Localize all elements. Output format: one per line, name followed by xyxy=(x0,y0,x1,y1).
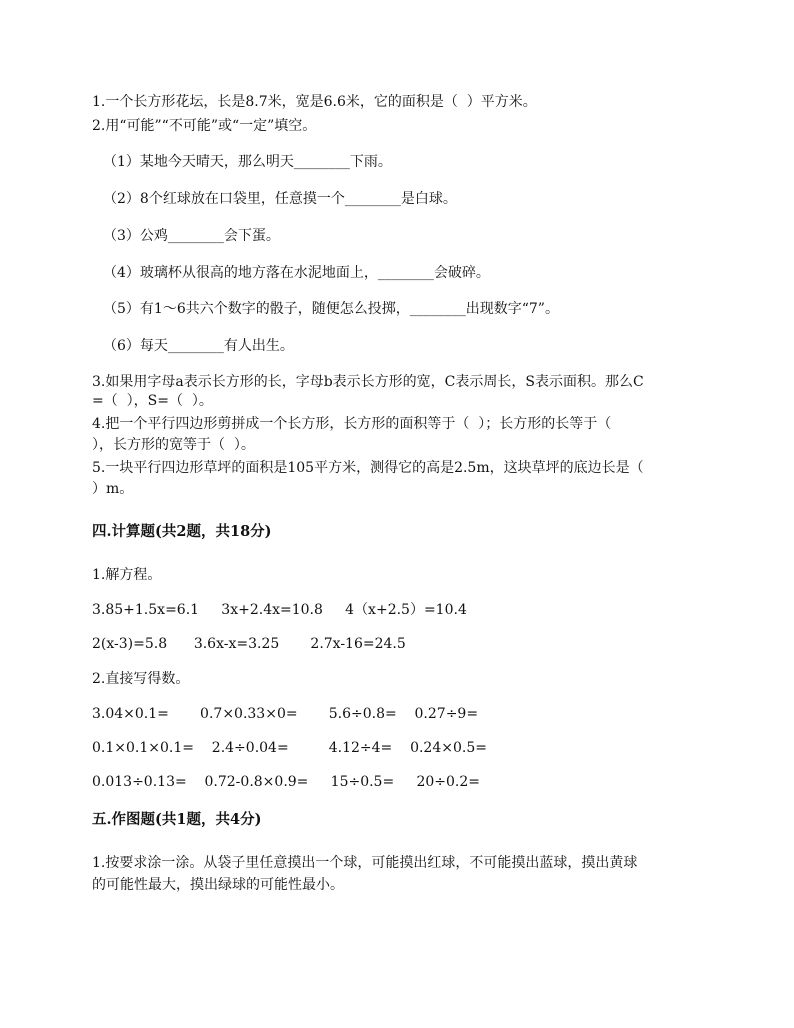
question-2-item-6: （6）每天________有人出生。 xyxy=(103,338,294,354)
question-3-line-1: 3.如果用字母a表示长方形的长，字母b表示长方形的宽，C表示周长，S表示面积。那么C xyxy=(92,374,644,390)
question-1: 1.一个长方形花坛，长是8.7米，宽是6.6米，它的面积是（ ）平方米。 xyxy=(92,94,537,110)
question-2-item-4: （4）玻璃杯从很高的地方落在水泥地面上，________会破碎。 xyxy=(103,265,490,281)
question-4-line-2: ），长方形的宽等于（ ）。 xyxy=(92,437,255,453)
calc-row-2: 0.1×0.1×0.1= 2.4÷0.04= 4.12÷4= 0.24×0.5= xyxy=(92,740,487,756)
section-5-question-1-line-2: 的可能性最大，摸出绿球的可能性最小。 xyxy=(92,877,344,893)
question-3-line-2: =（ ），S=（ ）。 xyxy=(92,393,213,409)
calc-row-3: 0.013÷0.13= 0.72-0.8×0.9= 15÷0.5= 20÷0.2= xyxy=(92,774,480,790)
section-4-question-1: 1.解方程。 xyxy=(92,567,162,583)
question-2-item-3: （3）公鸡________会下蛋。 xyxy=(103,228,280,244)
section-5-question-1-line-1: 1.按要求涂一涂。从袋子里任意摸出一个球，可能摸出红球，不可能摸出蓝球，摸出黄球 xyxy=(92,855,638,871)
section-5-heading: 五.作图题(共1题，共4分) xyxy=(92,811,262,828)
calc-row-1: 3.04×0.1= 0.7×0.33×0= 5.6÷0.8= 0.27÷9= xyxy=(92,706,479,722)
equation-row-2: 2(x-3)=5.8 3.6x-x=3.25 2.7x-16=24.5 xyxy=(92,636,406,652)
equation-row-1: 3.85+1.5x=6.1 3x+2.4x=10.8 4（x+2.5）=10.4 xyxy=(92,602,467,618)
question-5-line-2: ）m。 xyxy=(92,481,134,497)
question-5-line-1: 5.一块平行四边形草坪的面积是105平方米，测得它的高是2.5m，这块草坪的底边长是（ xyxy=(92,460,644,476)
section-4-heading: 四.计算题(共2题，共18分) xyxy=(92,523,272,540)
question-2: 2.用“可能”“不可能”或“一定”填空。 xyxy=(92,118,317,134)
question-4-line-1: 4.把一个平行四边形剪拼成一个长方形，长方形的面积等于（ ）；长方形的长等于（ xyxy=(92,416,612,432)
section-4-question-2: 2.直接写得数。 xyxy=(92,671,190,687)
question-2-item-2: （2）8个红球放在口袋里，任意摸一个________是白球。 xyxy=(103,191,457,207)
question-2-item-1: （1）某地今天晴天，那么明天________下雨。 xyxy=(103,154,392,170)
question-2-item-5: （5）有1～6共六个数字的骰子，随便怎么投掷，________出现数字“7”。 xyxy=(103,301,559,317)
